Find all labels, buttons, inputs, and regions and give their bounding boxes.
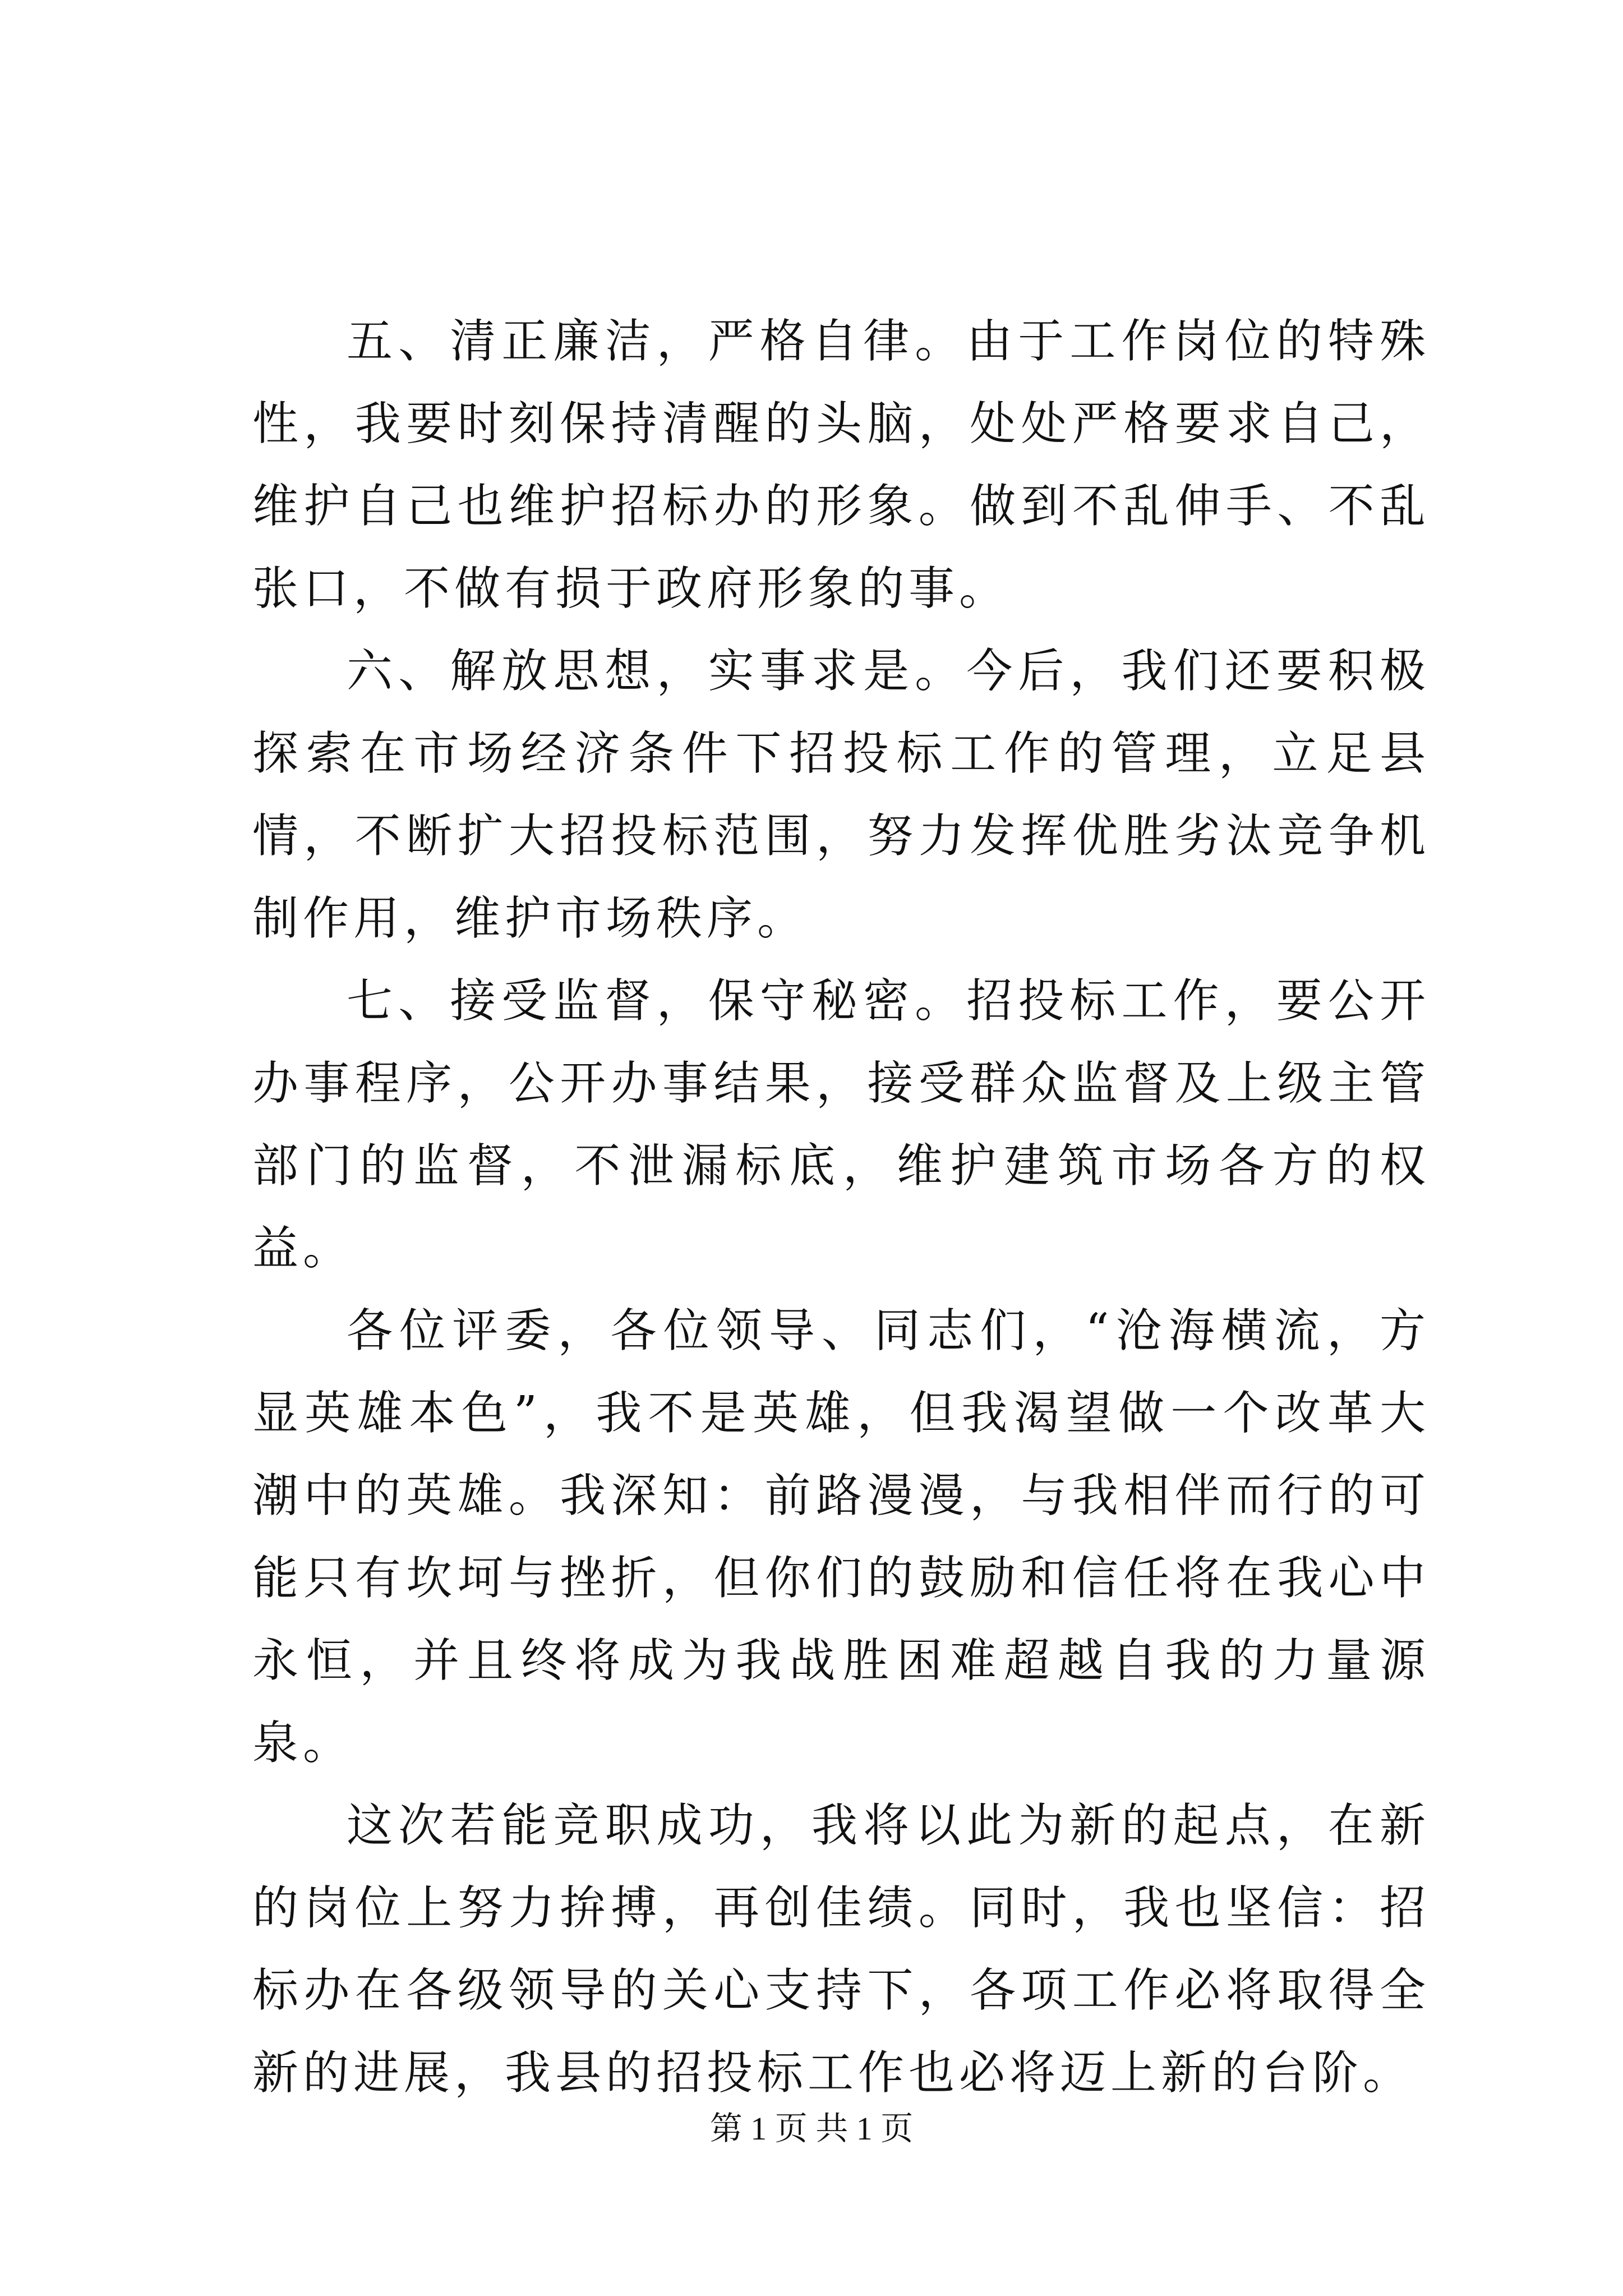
paragraph-address-judges: 各位评委，各位领导、同志们，“沧海横流，方显英雄本色”，我不是英雄，但我渴望做一个改革大潮中的英雄。我深知：前路漫漫，与我相伴而行的可能只有坎坷与挫折，但你们的鼓励和信任将在我心中永恒，并且终将成为我战胜困难超越自我的力量源泉。 xyxy=(252,1304,1430,1770)
page-number-footer: 第 1 页 共 1 页 xyxy=(709,2110,914,2147)
paragraph-closing: 这次若能竞职成功，我将以此为新的起点，在新的岗位上努力拚搏，再创佳绩。同时，我也坚信：招标办在各级领导的关心支持下，各项工作必将取得全新的进展，我县的招投标工作也必将迈上新的台阶。 xyxy=(252,1799,1430,2100)
paragraph-accept-supervision: 七、接受监督，保守秘密。招投标工作，要公开办事程序，公开办事结果，接受群众监督及上级主管部门的监督，不泄漏标底，维护建筑市场各方的权益。 xyxy=(252,974,1430,1275)
paragraph-clean-governance: 五、清正廉洁，严格自律。由于工作岗位的特殊性，我要时刻保持清醒的头脑，处处严格要求自己，维护自己也维护招标办的形象。做到不乱伸手、不乱张口，不做有损于政府形象的事。 xyxy=(252,315,1430,615)
document-body xyxy=(252,300,1430,2114)
paragraph-emancipate-mind: 六、解放思想，实事求是。今后，我们还要积极探索在市场经济条件下招投标工作的管理，立足县情，不断扩大招投标范围，努力发挥优胜劣汰竞争机制作用，维护市场秩序。 xyxy=(252,645,1430,945)
